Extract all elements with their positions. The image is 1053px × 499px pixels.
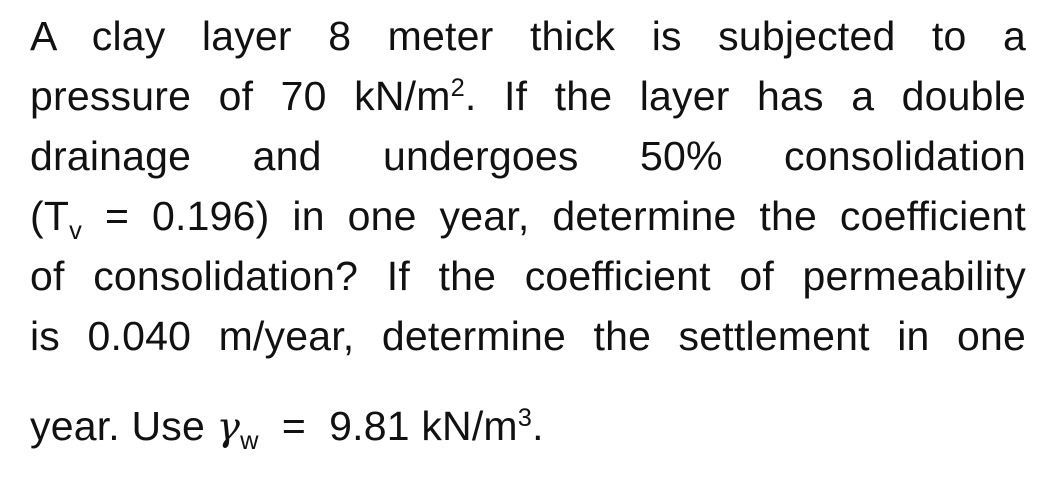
line-2-text-start: pressure of 70 kN/m — [30, 73, 451, 119]
line-7-period: . — [532, 403, 544, 449]
line-2-text-end: . If the layer has a double — [464, 73, 1026, 119]
problem-line-2 — [30, 66, 1026, 126]
line-7-value: = 9.81 kN/m — [258, 403, 518, 449]
paragraph-gap — [30, 366, 1026, 396]
gamma-symbol: γ — [216, 405, 241, 450]
problem-line-6: is 0.040 m/year, determine the settlement in one — [30, 313, 1026, 359]
cubed-superscript: 3 — [517, 404, 533, 433]
line-4-text-start: (T — [30, 193, 70, 239]
problem-line-4 — [30, 186, 1026, 246]
water-subscript: w — [240, 426, 259, 455]
tv-subscript: v — [69, 216, 83, 245]
problem-statement — [30, 6, 1026, 456]
line-7-text-start: year. Use — [30, 403, 217, 449]
line-4-text-end: = 0.196) in one year, determine the coefficient — [82, 193, 1026, 239]
problem-line-5: of consolidation? If the coefficient of permeability — [30, 253, 1026, 299]
problem-line-7 — [30, 396, 1026, 456]
problem-line-1: A clay layer 8 meter thick is subjected to a — [30, 13, 1026, 59]
squared-superscript: 2 — [450, 74, 465, 103]
problem-line-3: drainage and undergoes 50% consolidation — [30, 133, 1026, 179]
